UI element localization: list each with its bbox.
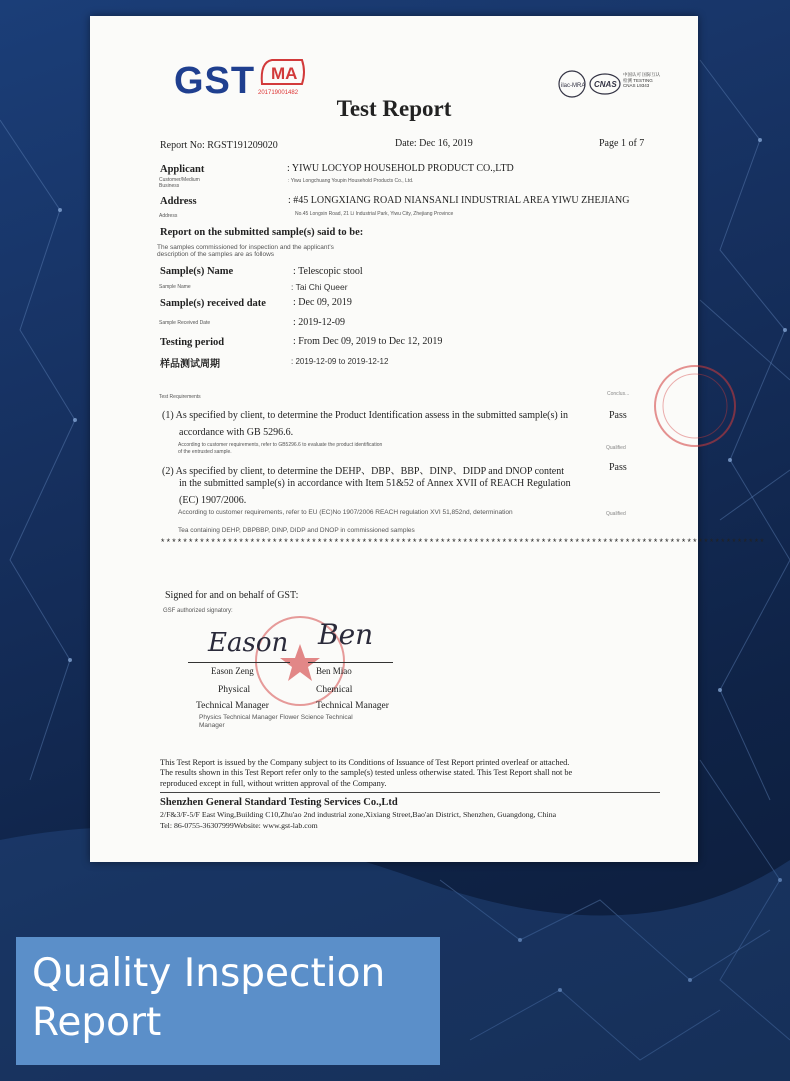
requirement-1-note2: of the entrusted sample. <box>178 449 232 455</box>
report-title: Test Report <box>336 96 452 121</box>
address-value: : #45 LONGXIANG ROAD NIANSANLI INDUSTRIAL AREA YIWU ZHEJIANG <box>288 195 630 206</box>
cnas-caption: 中国认可 国际互认 检测 TESTING CNAS L9343 <box>623 72 661 88</box>
company-name: Shenzhen General Standard Testing Services Co.,Ltd <box>160 797 398 808</box>
report-number: Report No: RGST191209020 <box>160 140 278 151</box>
banner-title-line2: Report <box>32 1000 162 1045</box>
sample-section-sub2: description of the samples are as follows <box>157 251 275 258</box>
requirements-header: Test Requirements <box>159 394 201 400</box>
sample-name-sublabel: Sample Name <box>159 284 191 290</box>
requirement-2-result-note: Qualified <box>606 511 626 517</box>
cnas-icon: CNAS <box>594 80 617 89</box>
side-seal-icon <box>650 356 720 456</box>
right-signer-title2: Technical Manager <box>316 701 389 711</box>
left-signature-line <box>188 662 290 663</box>
requirement-2-result: Pass <box>609 462 627 473</box>
right-signature: Ben <box>318 618 374 651</box>
left-signer-title2: Technical Manager <box>196 701 269 711</box>
applicant-value: : YIWU LOCYOP HOUSEHOLD PRODUCT CO.,LTD <box>287 163 514 174</box>
company-contact: Tel: 86-0755-36307999Website: www.gst-lab.com <box>160 821 318 830</box>
sample-section-sub1: The samples commissioned for inspection and the applicant's <box>157 244 334 251</box>
requirement-1-result-note: Qualified <box>606 445 626 451</box>
signature-note: Physics Technical Manager Flower Science Technical <box>199 714 353 721</box>
address-label: Address <box>160 196 197 207</box>
separator-stars: ************************************************************************************************************ <box>160 538 765 548</box>
cma-text: MA <box>271 64 298 83</box>
quality-inspection-banner <box>16 937 440 1065</box>
test-report-document <box>90 16 765 862</box>
testing-period-label: Testing period <box>160 337 225 348</box>
gst-logo: GST <box>174 60 256 102</box>
signature-note2: Manager <box>199 722 225 729</box>
right-signer-name: Ben Miao <box>316 666 352 676</box>
right-signature-line <box>308 662 393 663</box>
banner-title-line1: Quality Inspection <box>32 951 386 996</box>
applicant-label: Applicant <box>160 164 205 175</box>
signature-sub: GSF authorized signatory: <box>163 608 233 614</box>
left-signature: Eason <box>208 628 289 658</box>
left-signer-title1: Physical <box>218 685 251 695</box>
testing-period-label-cn: 样品测试周期 <box>160 359 220 370</box>
address-sublabel: Address <box>159 213 178 219</box>
left-signer-name: Eason Zeng <box>211 666 254 676</box>
address-subvalue: No.45 Longxin Road, 21 Li Industrial Park, Yiwu City, Zhejiang Province <box>295 211 454 217</box>
footer-divider <box>160 792 660 793</box>
sample-section-heading: Report on the submitted sample(s) said to be: <box>160 227 364 238</box>
requirement-2-line2: in the submitted sample(s) in accordance with Item 51&52 of Annex XVII of REACH Regulation <box>179 478 571 489</box>
page-indicator: Page 1 of 7 <box>599 138 645 149</box>
requirement-2-note1: According to customer requirements, refer to EU (EC)No 1907/2006 REACH regulation XVI 51,852nd, determination <box>178 509 513 516</box>
report-date: Date: Dec 16, 2019 <box>395 138 473 149</box>
received-subvalue: : 2019-12-09 <box>293 317 345 328</box>
disclaimer-line2: The results shown in this Test Report refer only to the sample(s) tested unless otherwise stated. This Test Report shall not be <box>160 768 573 777</box>
applicant-subvalue: : Yiwu Longchuang Youpin Household Products Co., Ltd. <box>288 178 414 184</box>
requirement-1-line2: accordance with GB 5296.6. <box>179 427 294 438</box>
requirement-2-line1: (2) As specified by client, to determine the DEHP、DBP、BBP、DINP、DIDP and DNOP content <box>162 466 564 477</box>
sample-name-subvalue: : Tai Chi Queer <box>291 282 348 292</box>
applicant-sublabel: Customer/Medium Business <box>159 177 200 189</box>
conclusion-header: Conclus... <box>607 391 630 397</box>
received-value: : Dec 09, 2019 <box>293 297 352 308</box>
requirement-1-result: Pass <box>609 410 627 421</box>
cma-stamp-icon <box>258 56 308 88</box>
testing-period-value: : From Dec 09, 2019 to Dec 12, 2019 <box>293 336 443 347</box>
testing-period-subvalue: : 2019-12-09 to 2019-12-12 <box>291 357 389 366</box>
disclaimer-line3: reproduced except in full, without written approval of the Company. <box>160 779 387 788</box>
signature-heading: Signed for and on behalf of GST: <box>165 590 299 601</box>
received-sublabel: Sample Received Date <box>159 320 211 326</box>
cma-number: 201719001482 <box>258 90 299 96</box>
sample-name-value: : Telescopic stool <box>293 266 363 277</box>
requirement-2-line3: (EC) 1907/2006. <box>179 495 247 506</box>
ilac-mra-icon: ilac-MRA <box>561 83 586 89</box>
requirement-2-note2: Tea containing DEHP, DBPBBP, DINP, DIDP and DNOP in commissioned samples <box>178 527 415 534</box>
requirement-1-note1: According to customer requirements, refer to GB5296.6 to evaluate the product identification <box>178 442 383 448</box>
company-address: 2/F&3/F-5/F East Wing,Building C10,Zhu'ao 2nd industrial zone,Xixiang Street,Bao'an District, Shenzhen, Guangdong, China <box>160 810 557 819</box>
banner-title <box>32 949 385 1047</box>
sample-name-label: Sample(s) Name <box>160 266 234 277</box>
received-label: Sample(s) received date <box>160 298 266 309</box>
requirement-1-line1: (1) As specified by client, to determine the Product Identification assess in the submitted sample(s) in <box>162 410 569 421</box>
disclaimer-line1: This Test Report is issued by the Company subject to its Conditions of Issuance of Test Report printed overleaf or attached. <box>160 758 570 767</box>
right-signer-title1: Chemical <box>316 685 353 695</box>
